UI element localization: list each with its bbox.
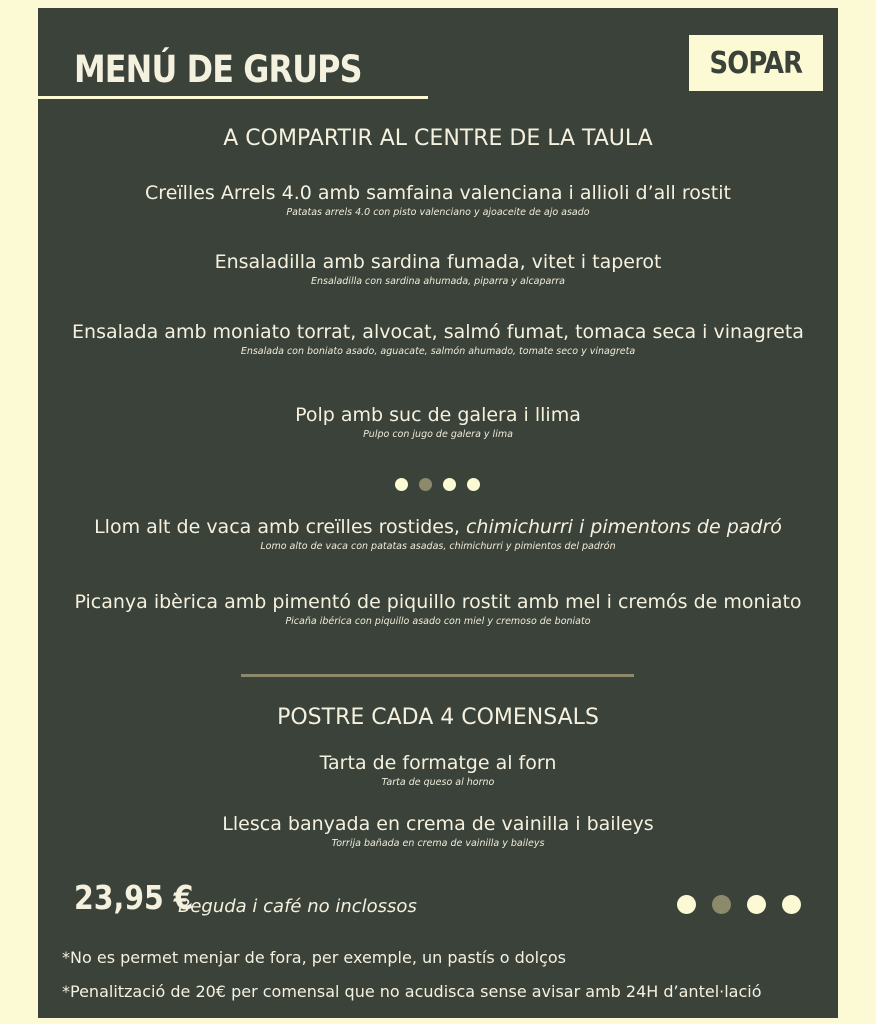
dot-icon	[395, 478, 408, 491]
dot-icon	[747, 895, 766, 914]
separator-dots	[395, 478, 480, 491]
item-translation: Patatas arrels 4.0 con pisto valenciano y ajoaceite de ajo asado	[286, 207, 590, 218]
item-name: Creïlles Arrels 4.0 amb samfaina valenciana i allioli d’all rostit	[145, 182, 731, 204]
meal-badge	[689, 35, 823, 91]
item-name: Ensaladilla amb sardina fumada, vitet i taperot	[214, 251, 662, 273]
decorative-dots	[677, 895, 801, 914]
item-translation: Lomo alto de vaca con patatas asadas, chimichurri y pimientos del padrón	[260, 541, 616, 552]
menu-item	[38, 251, 838, 287]
menu-item	[38, 813, 838, 849]
menu-title: MENÚ DE GRUPS	[74, 48, 362, 91]
share-section-title: A COMPARTIR AL CENTRE DE LA TAULA	[223, 126, 653, 151]
item-name: Picanya ibèrica amb pimentó de piquillo rostit amb mel i cremós de moniato	[74, 591, 802, 613]
item-name-plain: Llom alt de vaca amb creïlles rostides,	[94, 516, 466, 538]
dot-icon	[712, 895, 731, 914]
item-name: Ensalada amb moniato torrat, alvocat, salmó fumat, tomaca seca i vinagreta	[72, 321, 804, 343]
dot-icon	[782, 895, 801, 914]
item-name: Tarta de formatge al forn	[319, 752, 557, 774]
item-name: Llesca banyada en crema de vainilla i baileys	[222, 813, 654, 835]
menu-item	[38, 404, 838, 440]
menu-panel	[38, 8, 838, 1018]
item-translation: Picaña ibérica con piquillo asado con miel y cremoso de boniato	[285, 616, 591, 627]
title-underline	[38, 96, 428, 99]
dot-icon	[443, 478, 456, 491]
item-translation: Ensaladilla con sardina ahumada, piparra y alcaparra	[311, 276, 565, 287]
item-translation: Tarta de queso al horno	[381, 777, 495, 788]
item-translation: Torrija bañada en crema de vainilla y baileys	[331, 838, 545, 849]
dessert-section-title: POSTRE CADA 4 COMENSALS	[277, 705, 599, 730]
item-name-italic: chimichurri i pimentons de padró	[465, 516, 782, 538]
footnote: *Penalització de 20€ per comensal que no acudisca sense avisar amb 24H d’antel·lació	[62, 982, 762, 1001]
item-translation: Pulpo con jugo de galera y lima	[363, 429, 513, 440]
menu-item	[38, 752, 838, 788]
menu-item	[38, 516, 838, 552]
footnote: *No es permet menjar de fora, per exemple, un pastís o dolços	[62, 948, 566, 967]
dot-icon	[419, 478, 432, 491]
menu-item	[38, 321, 838, 357]
price-note: Beguda i café no inclossos	[178, 896, 417, 917]
dot-icon	[677, 895, 696, 914]
menu-item	[38, 591, 838, 627]
item-name	[38, 516, 838, 538]
menu-price: 23,95 €	[74, 878, 194, 917]
menu-item	[38, 182, 838, 218]
item-translation: Ensalada con boniato asado, aguacate, salmón ahumado, tomate seco y vinagreta	[240, 346, 636, 357]
meal-badge-label: SOPAR	[709, 45, 803, 81]
section-divider	[241, 674, 634, 677]
item-name: Polp amb suc de galera i llima	[295, 404, 581, 426]
dot-icon	[467, 478, 480, 491]
